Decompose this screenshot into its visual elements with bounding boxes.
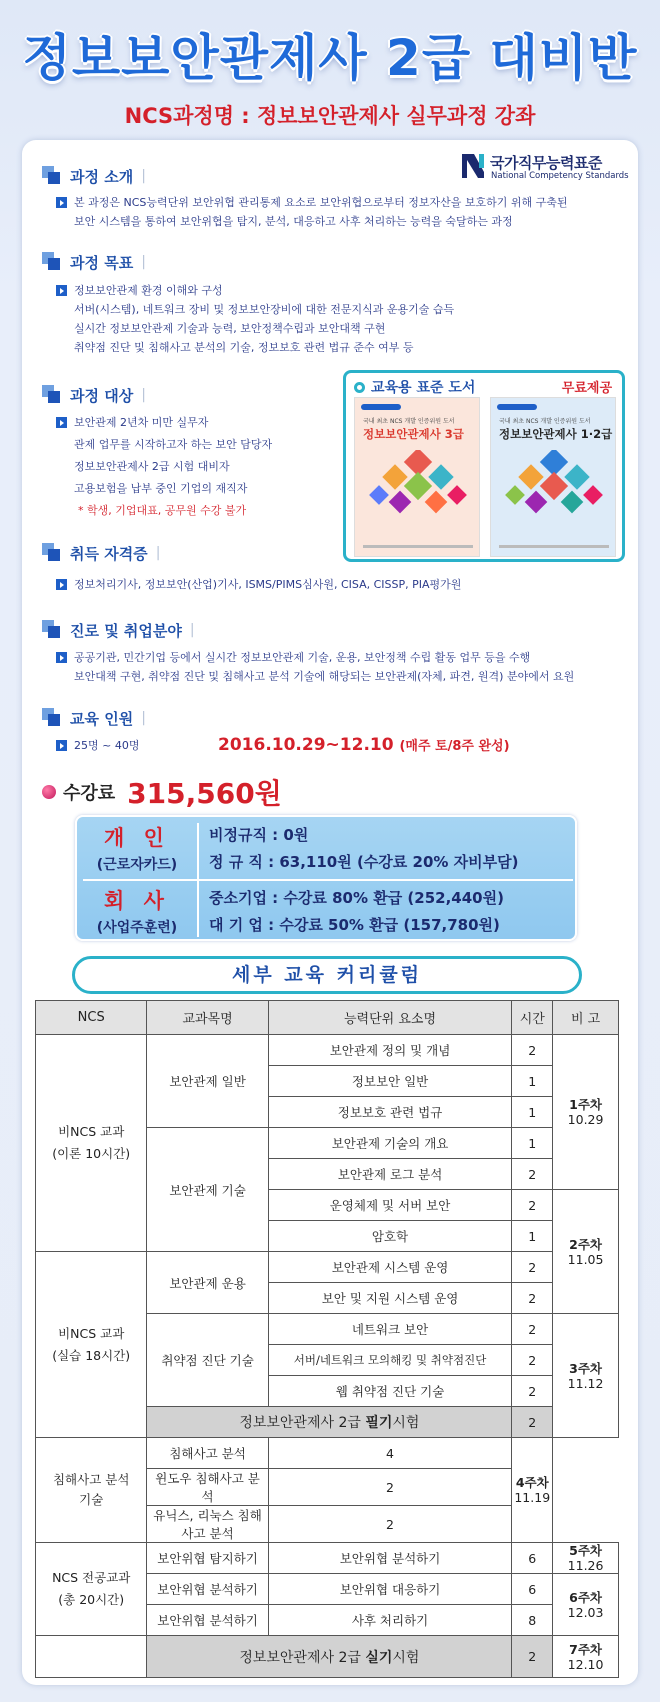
section-title: 과정 소개 (70, 167, 134, 186)
week-2: 2주차 11.05 (553, 1190, 619, 1314)
section-title: 과정 대상 (70, 386, 134, 405)
book-cover-art (368, 450, 468, 520)
week-5: 5주차 11.26 (553, 1543, 619, 1574)
hours-cell: 2 (512, 1252, 553, 1283)
hours-cell: 2 (512, 1314, 553, 1345)
page-title: 정보보안관제사 2급 대비반 (22, 29, 638, 87)
section-intro-header (42, 164, 146, 188)
subsidy-company-label: 회 사 (사업주훈련) (96, 889, 178, 936)
section-divider: | (141, 387, 146, 403)
section-title: 취득 자격증 (70, 544, 148, 563)
group-theory: 비NCS 교과 (이론 10시간) (36, 1035, 147, 1252)
table-row (36, 1438, 619, 1469)
hours-cell: 1 (512, 1066, 553, 1097)
subject-cell: 침해사고 분석 기술 (36, 1438, 147, 1543)
hours-cell: 2 (512, 1407, 553, 1438)
section-divider: | (141, 168, 146, 184)
section-divider: | (141, 710, 146, 726)
hours-cell: 2 (268, 1506, 512, 1543)
section-square-icon (42, 620, 64, 640)
list-item: 관제 업무를 시작하고자 하는 보안 담당자 (74, 438, 273, 451)
list-item: 본 과정은 NCS능력단위 보안위협 관리통제 요소로 보안위협으로부터 정보자산을 보호하기 위해 구축된 (56, 193, 568, 212)
schedule-note: (매주 토/8주 완성) (399, 739, 510, 754)
play-bullet-icon (56, 740, 67, 751)
section-title: 과정 목표 (70, 253, 134, 272)
unit-cell: 정보보호 관련 법규 (268, 1097, 512, 1128)
play-bullet-icon (56, 579, 67, 590)
hours-cell: 6 (512, 1543, 553, 1574)
list-item: 보안대책 구현, 취약점 진단 및 침해사고 분석 기술에 해당되는 보안관제(자체, 파견, 원격) 분야에서 요원 (74, 670, 575, 683)
unit-cell: 정보보안 일반 (268, 1066, 512, 1097)
table-row (36, 1035, 619, 1066)
book-title: 정보보안관제사 1·2급 (499, 427, 613, 441)
subject-cell: 보안위협 탐지하기 (147, 1543, 268, 1574)
curriculum-table (35, 1000, 619, 1678)
group-practice: 비NCS 교과 (실습 18시간) (36, 1252, 147, 1438)
textbook-box (343, 370, 625, 562)
play-bullet-icon (56, 652, 67, 663)
section-goals-body (56, 281, 454, 357)
section-goals-header (42, 250, 146, 274)
fee-amount: 315,560원 (127, 777, 282, 810)
section-divider: | (141, 254, 146, 270)
list-item: 25명 ~ 40명 (56, 736, 139, 755)
course-subtitle: NCS과정명 : 정보보안관제사 실무과정 강좌 (124, 104, 536, 128)
ncs-logo-korean: 국가직무능력표준 (490, 154, 602, 172)
hours-cell: 2 (512, 1035, 553, 1066)
table-row (36, 1543, 619, 1574)
unit-cell: 보안관제 시스템 운영 (268, 1252, 512, 1283)
list-item: 정보보안관제 환경 이해와 구성 (56, 281, 454, 300)
table-row (36, 1636, 619, 1678)
table-header-row (36, 1001, 619, 1035)
subject-cell: 보안위협 분석하기 (147, 1574, 268, 1605)
section-square-icon (42, 708, 64, 728)
target-warning: * 학생, 기업대표, 공무원 수강 불가 (78, 504, 247, 517)
section-intro-body (56, 193, 568, 231)
header-ncs: NCS (36, 1001, 147, 1035)
hours-cell: 1 (512, 1097, 553, 1128)
section-career-header (42, 618, 195, 642)
play-bullet-icon (56, 285, 67, 296)
list-item: 보안관제 2년차 미만 실무자 (56, 412, 272, 434)
unit-cell: 침해사고 분석 (147, 1438, 268, 1469)
practical-exam-cell: 정보보안관제사 2급 실기시험 (147, 1636, 512, 1678)
subsidy-individual-details: 비정규직 : 0원 정 규 직 : 63,110원 (수강료 20% 자비부담) (209, 826, 519, 871)
unit-cell: 보안관제 정의 및 개념 (268, 1035, 512, 1066)
unit-cell: 보안관제 기술의 개요 (268, 1128, 512, 1159)
hours-cell: 1 (512, 1221, 553, 1252)
week-7: 7주차 12.10 (553, 1636, 619, 1678)
hours-cell: 6 (512, 1574, 553, 1605)
week-6: 6주차 12.03 (553, 1574, 619, 1636)
section-capacity-body (56, 736, 139, 755)
written-exam-cell: 정보보안관제사 2급 필기시험 (147, 1407, 512, 1438)
unit-cell: 사후 처리하기 (268, 1605, 512, 1636)
section-square-icon (42, 385, 64, 405)
circle-bullet-icon (354, 382, 365, 393)
list-item: 고용보험을 납부 중인 기업의 재직자 (74, 482, 248, 495)
unit-cell: 보안위협 분석하기 (268, 1543, 512, 1574)
section-title: 교육 인원 (70, 709, 134, 728)
week-4: 4주차 11.19 (512, 1438, 553, 1543)
hours-cell: 2 (512, 1376, 553, 1407)
section-target-header (42, 383, 146, 407)
list-item: 보안 시스템을 통하여 보안위협을 탐지, 분석, 대응하고 사후 처리하는 능력을 숙달하는 과정 (74, 215, 513, 228)
hours-cell: 2 (512, 1283, 553, 1314)
table-row (36, 1252, 619, 1283)
list-item: 실시간 정보보안관제 기술과 능력, 보안정책수립과 보안대책 구현 (74, 322, 386, 335)
unit-cell: 보안 및 지원 시스템 운영 (268, 1283, 512, 1314)
hours-cell: 2 (512, 1345, 553, 1376)
play-bullet-icon (56, 197, 67, 208)
list-item: 취약점 진단 및 침해사고 분석의 기술, 정보보호 관련 법규 준수 여부 등 (74, 341, 414, 354)
section-career-body (56, 648, 574, 686)
hours-cell: 2 (512, 1636, 553, 1678)
hours-cell: 2 (512, 1190, 553, 1221)
section-divider: | (155, 545, 161, 561)
unit-cell: 보안관제 로그 분석 (268, 1159, 512, 1190)
ncs-logo-english: National Competency Standards (491, 171, 629, 181)
fee-label: 수강료 (63, 783, 116, 804)
list-item: 서버(시스템), 네트워크 장비 및 정보보안장비에 대한 전문지식과 운용기술 습득 (74, 303, 455, 316)
header-note: 비 고 (553, 1001, 619, 1035)
subject-cell: 보안위협 분석하기 (147, 1605, 268, 1636)
header-unit: 능력단위 요소명 (268, 1001, 512, 1035)
free-badge: 무료제공 (561, 381, 612, 396)
group-major: NCS 전공교과 (총 20시간) (36, 1543, 147, 1636)
hours-cell: 8 (512, 1605, 553, 1636)
course-schedule (218, 735, 510, 755)
subsidy-company-details: 중소기업 : 수강료 80% 환급 (252,440원) 대 기 업 : 수강료 50% 환급 (157,780원) (209, 889, 504, 934)
subject-cell: 보안관제 기술 (147, 1128, 268, 1252)
hours-cell: 4 (268, 1438, 512, 1469)
hours-cell: 1 (512, 1128, 553, 1159)
unit-cell: 유닉스, 리눅스 침해사고 분석 (147, 1506, 268, 1543)
list-item: 정보보안관제사 2급 시험 대비자 (74, 460, 230, 473)
section-square-icon (42, 543, 64, 563)
subject-cell: 보안관제 일반 (147, 1035, 268, 1128)
week-1: 1주차 10.29 (553, 1035, 619, 1190)
textbook-box-title: 교육용 표준 도서 (354, 377, 475, 397)
unit-cell: 보안위협 대응하기 (268, 1574, 512, 1605)
section-square-icon (42, 252, 64, 272)
section-certs-body (56, 575, 461, 594)
subsidy-box (75, 815, 577, 941)
unit-cell: 웹 취약점 진단 기술 (268, 1376, 512, 1407)
tuition-fee (42, 772, 282, 812)
play-bullet-icon (56, 417, 67, 428)
schedule-dates: 2016.10.29~12.10 (218, 735, 394, 755)
subsidy-individual-label: 개 인 (근로자카드) (96, 826, 178, 873)
section-square-icon (42, 166, 64, 186)
unit-cell: 네트워크 보안 (268, 1314, 512, 1345)
unit-cell: 암호학 (268, 1221, 512, 1252)
unit-cell: 서버/네트워크 모의해킹 및 취약점진단 (268, 1345, 512, 1376)
unit-cell: 운영체제 및 서버 보안 (268, 1190, 512, 1221)
empty-cell (36, 1636, 147, 1678)
ncs-logo-icon (462, 152, 486, 180)
unit-cell: 윈도우 침해사고 분석 (147, 1469, 268, 1506)
book-cover-grade12: 국내 최초 NCS 개발 인증위원 도서 정보보안관제사 1·2급 (490, 397, 616, 557)
week-3: 3주차 11.12 (553, 1314, 619, 1438)
section-divider: | (189, 622, 195, 638)
header-subject: 교과목명 (147, 1001, 268, 1035)
list-item: 공공기관, 민간기업 등에서 실시간 정보보안관제 기술, 운용, 보안정책 수립 활동 업무 등을 수행 (56, 648, 574, 667)
subject-cell: 보안관제 운용 (147, 1252, 268, 1314)
book-cover-art (504, 450, 604, 520)
book-cover-grade3: 국내 최초 NCS 개발 인증위원 도서 정보보안관제사 3급 (354, 397, 480, 557)
ncs-logo (462, 152, 629, 184)
curriculum-title: 세부 교육 커리큘럼 (72, 956, 582, 994)
hours-cell: 2 (512, 1159, 553, 1190)
pink-dot-icon (42, 785, 56, 799)
section-certs-header (42, 541, 160, 565)
subject-cell: 취약점 진단 기술 (147, 1314, 268, 1407)
section-target-body (56, 412, 272, 522)
section-capacity-header (42, 706, 146, 730)
header-hours: 시간 (512, 1001, 553, 1035)
book-title: 정보보안관제사 3급 (363, 427, 464, 441)
hours-cell: 2 (268, 1469, 512, 1506)
section-title: 진로 및 취업분야 (70, 621, 182, 640)
list-item: 정보처리기사, 정보보안(산업)기사, ISMS/PIMS심사원, CISA, CISSP, PIA평가원 (56, 575, 461, 594)
